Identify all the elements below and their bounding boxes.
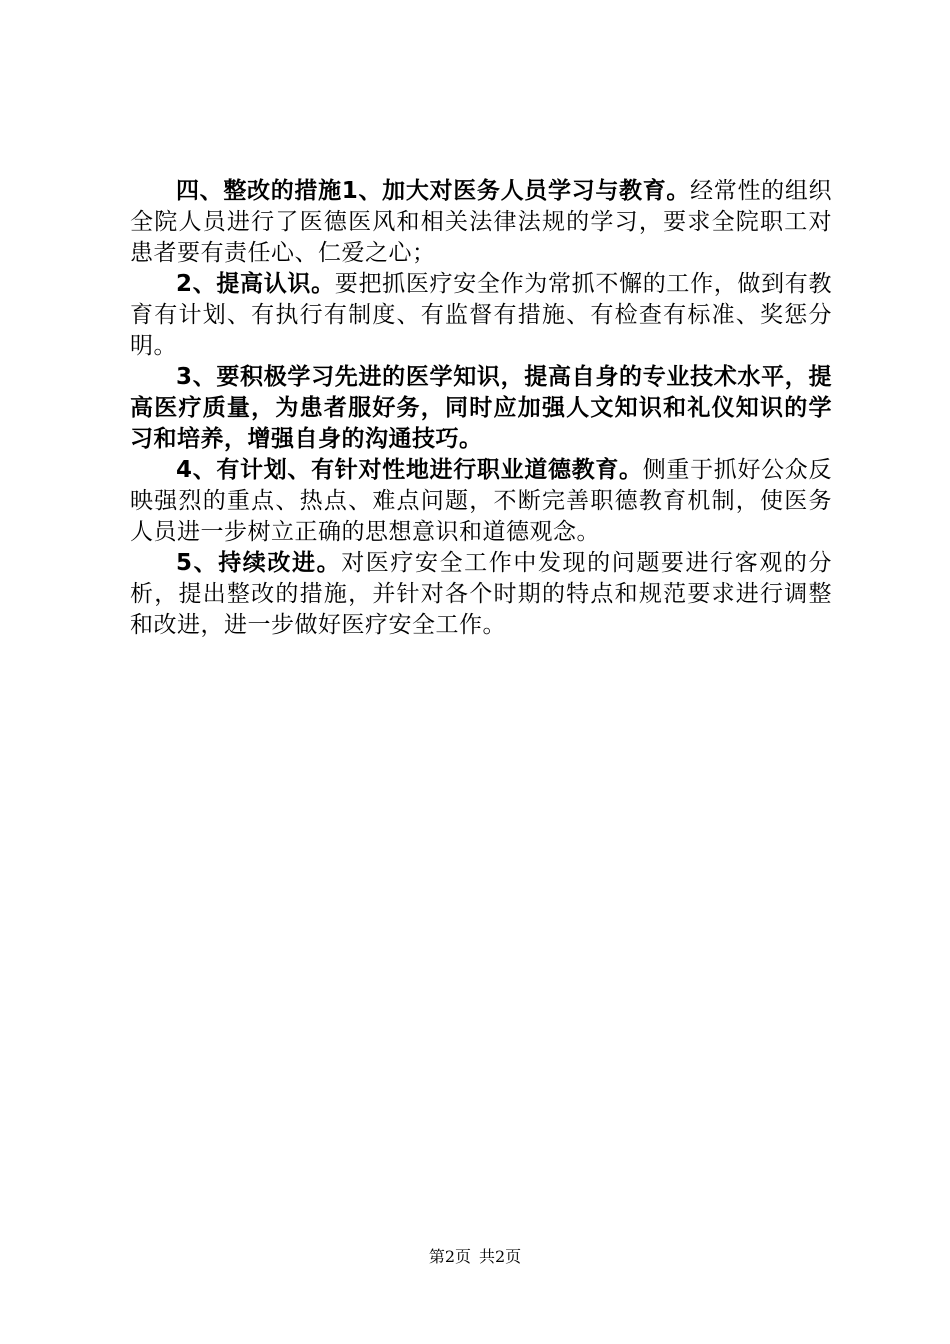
paragraph-ethics <box>130 455 832 548</box>
paragraph-text: 对医疗安全工作中发现的问题要进行客观的分析，提出整改的措施，并针对各个时期的特点和规范要求进行调整和改进，进一步做好医疗安全工作。 <box>130 550 833 638</box>
paragraph-text: 侧重于抓好公众反映强烈的重点、热点、难点问题，不断完善职德教育机制，使医务人员进一步树立正确的思想意识和道德观念。 <box>130 457 832 545</box>
paragraph-heading: 4、有计划、有针对性地进行职业道德教育。 <box>176 457 643 483</box>
paragraph-improvement <box>130 548 832 641</box>
paragraph-heading: 5、持续改进。 <box>176 550 342 576</box>
page-total: 共2页 <box>479 1247 522 1266</box>
paragraph-text: 要把抓医疗安全作为常抓不懈的工作，做到有教育有计划、有执行有制度、有监督有措施、有检查有标准、奖惩分明。 <box>130 271 832 359</box>
page-number: 第2页 <box>428 1247 471 1266</box>
paragraph-awareness <box>130 269 832 362</box>
document-body <box>130 176 832 641</box>
paragraph-text: 经常性的组织全院人员进行了医德医风和相关法律法规的学习，要求全院职工对患者要有责任心、仁爱之心； <box>130 178 833 266</box>
paragraph-learning <box>130 362 832 455</box>
paragraph-measures <box>130 176 832 269</box>
page-footer <box>0 1244 950 1267</box>
paragraph-heading: 四、整改的措施1、加大对医务人员学习与教育。 <box>176 178 691 204</box>
paragraph-heading: 2、提高认识。 <box>176 271 335 297</box>
paragraph-heading: 3、要积极学习先进的医学知识，提高自身的专业技术水平，提高医疗质量，为患者服好务，同时应加强人文知识和礼仪知识的学习和培养，增强自身的沟通技巧。 <box>130 364 832 452</box>
